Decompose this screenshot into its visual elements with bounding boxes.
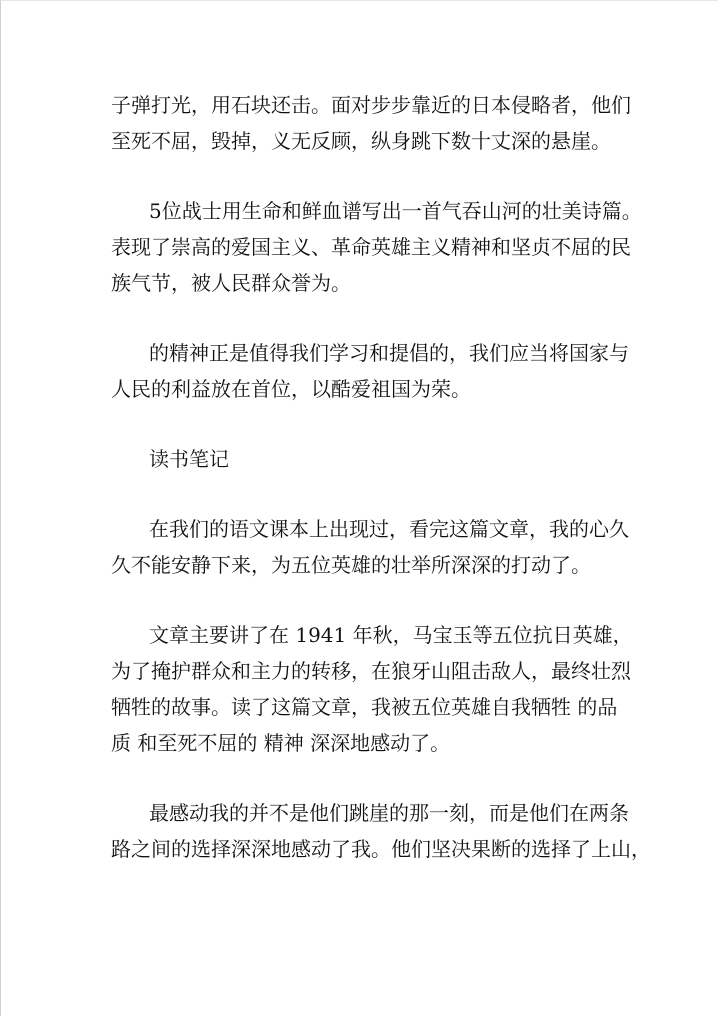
paragraph-3 — [111, 335, 629, 407]
document-body — [111, 87, 651, 901]
section-heading — [111, 441, 616, 477]
paragraph-6 — [111, 795, 651, 867]
text-line: 最感动我的并不是他们跳崖的那一刻，而是他们在两条 — [149, 801, 629, 825]
paragraph-2 — [111, 193, 642, 301]
text-line: 为了掩护群众和主力的转移，在狼牙山阻击敌人，最终壮烈 — [111, 659, 631, 683]
text-line: 的精神正是值得我们学习和提倡的，我们应当将国家与 — [149, 341, 629, 365]
paragraph-4 — [111, 511, 629, 583]
text-line: 子弹打光，用石块还击。面对步步靠近的日本侵略者，他们 — [111, 93, 631, 117]
heading-text: 读书笔记 — [149, 447, 229, 471]
text-line: 路之间的选择深深地感动了我。他们坚决果断的选择了上山， — [111, 837, 651, 861]
text-line: 文章主要讲了在 1941 年秋，马宝玉等五位抗日英雄， — [149, 623, 633, 647]
text-line: 在我们的语文课本上出现过，看完这篇文章，我的心久 — [149, 517, 629, 541]
text-line: 至死不屈，毁掉，义无反顾，纵身跳下数十丈深的悬崖。 — [111, 129, 611, 153]
text-line: 牺牲的故事。读了这篇文章，我被五位英雄自我牺牲 的品 — [111, 695, 618, 719]
text-line: 表现了崇高的爱国主义、革命英雄主义精神和坚贞不屈的民 — [111, 235, 631, 259]
text-line: 久不能安静下来，为五位英雄的壮举所深深的打动了。 — [111, 553, 591, 577]
text-line: 质 和至死不屈的 精神 深深地感动了。 — [111, 731, 451, 755]
text-line: 人民的利益放在首位，以酷爱祖国为荣。 — [111, 377, 471, 401]
paragraph-5 — [111, 617, 633, 761]
text-line: 5位战士用生命和鲜血谱写出一首气吞山河的壮美诗篇。 — [149, 199, 642, 223]
paragraph-1 — [111, 87, 631, 159]
text-line: 族气节，被人民群众誉为。 — [111, 271, 351, 295]
